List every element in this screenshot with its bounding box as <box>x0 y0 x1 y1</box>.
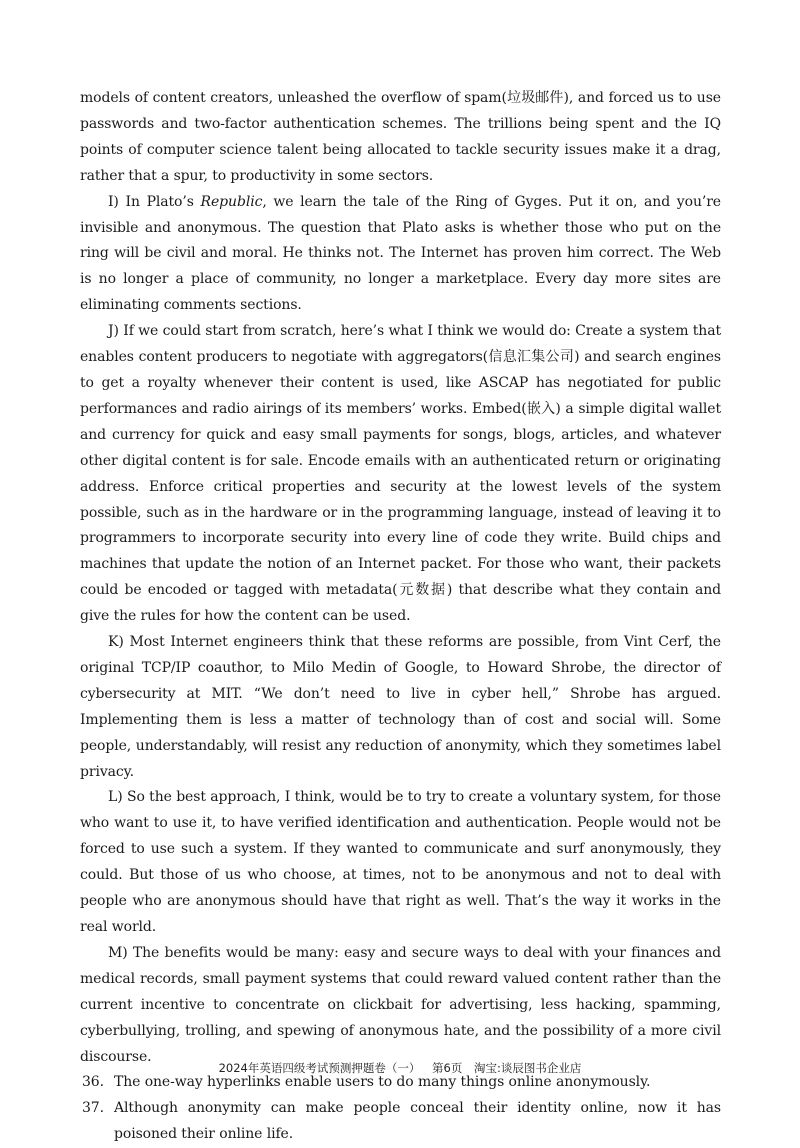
book-title: Republic <box>200 193 263 210</box>
paragraph-i <box>80 190 721 320</box>
paragraph-l: L) So the best approach, I think, would be to try to create a voluntary system, for those who want to use it, to have verified identification and authentication. People would not be forced to use such a system. If they wanted to communicate and surf anonymously, they could. But those of us who choose, at times, not to be anonymous and not to deal with people who are anonymous should have that right as well. That’s the way it works in the real world. <box>80 789 721 935</box>
question-37 <box>80 1096 721 1148</box>
document-body <box>80 86 721 1148</box>
question-number: 37. <box>82 1100 104 1117</box>
question-text: The one-way hyperlinks enable users to do many things online anonymously. <box>114 1074 651 1091</box>
question-number: 36. <box>82 1074 104 1091</box>
footer-page-number: 第6页 <box>432 1061 463 1075</box>
paragraph-m: M) The benefits would be many: easy and secure ways to deal with your finances and medical records, small payment systems that could reward valued content rather than the current incentive to concentrate on clickbait for advertising, less hacking, spamming, cyberbullying, trolling, and spewing of anonymous hate, and the possibility of a more civil discourse. <box>80 944 721 1065</box>
paragraph-i-body: , we learn the tale of the Ring of Gyges. Put it on, and you’re invisible and anonymous. The question that Plato asks is whether those who put on the ring will be civil and moral. He thinks not. The Internet has proven him correct. The Web is no longer a place of community, no longer a marketplace. Every day more sites are eliminating comments sections. <box>80 193 721 314</box>
paragraph-i-lead: I) In Plato’s <box>108 193 201 210</box>
paragraph-continued: models of content creators, unleashed the overflow of spam(垃圾邮件), and forced us to use passwords and two-factor authentication schemes. The trillions being spent and the IQ points of computer science talent being allocated to tackle security issues make it a drag, rather that a spur, to productivity in some sectors. <box>80 90 721 184</box>
page-footer <box>0 1060 800 1076</box>
paragraph-j: J) If we could start from scratch, here’s what I think we would do: Create a system that enables content producers to negotiate with aggregators(信息汇集公司) and search engines to get a royalty whenever their content is used, like ASCAP has negotiated for public performances and radio airings of its members’ works. Embed(嵌入) a simple digital wallet and currency for quick and easy small payments for songs, blogs, articles, and whatever other digital content is for sale. Encode emails with an authenticated return or originating address. Enforce critical properties and security at the lowest levels of the system possible, such as in the hardware or in the programming language, instead of leaving it to programmers to incorporate security into every line of code they write. Build chips and machines that update the notion of an Internet packet. For those who want, their packets could be encoded or tagged with metadata(元数据) that describe what they contain and give the rules for how the content can be used. <box>80 323 721 625</box>
question-text: Although anonymity can make people conceal their identity online, now it has poisoned their online life. <box>114 1100 721 1143</box>
footer-shop: 淘宝:谈辰图书企业店 <box>474 1061 582 1075</box>
paragraph-k: K) Most Internet engineers think that these reforms are possible, from Vint Cerf, the original TCP/IP coauthor, to Milo Medin of Google, to Howard Shrobe, the director of cybersecurity at MIT. “We don’t need to live in cyber hell,” Shrobe has argued. Implementing them is less a matter of technology than of cost and social will. Some people, understandably, will resist any reduction of anonymity, which they sometimes label privacy. <box>80 634 721 780</box>
footer-title: 2024年英语四级考试预测押题卷（一） <box>218 1061 421 1075</box>
